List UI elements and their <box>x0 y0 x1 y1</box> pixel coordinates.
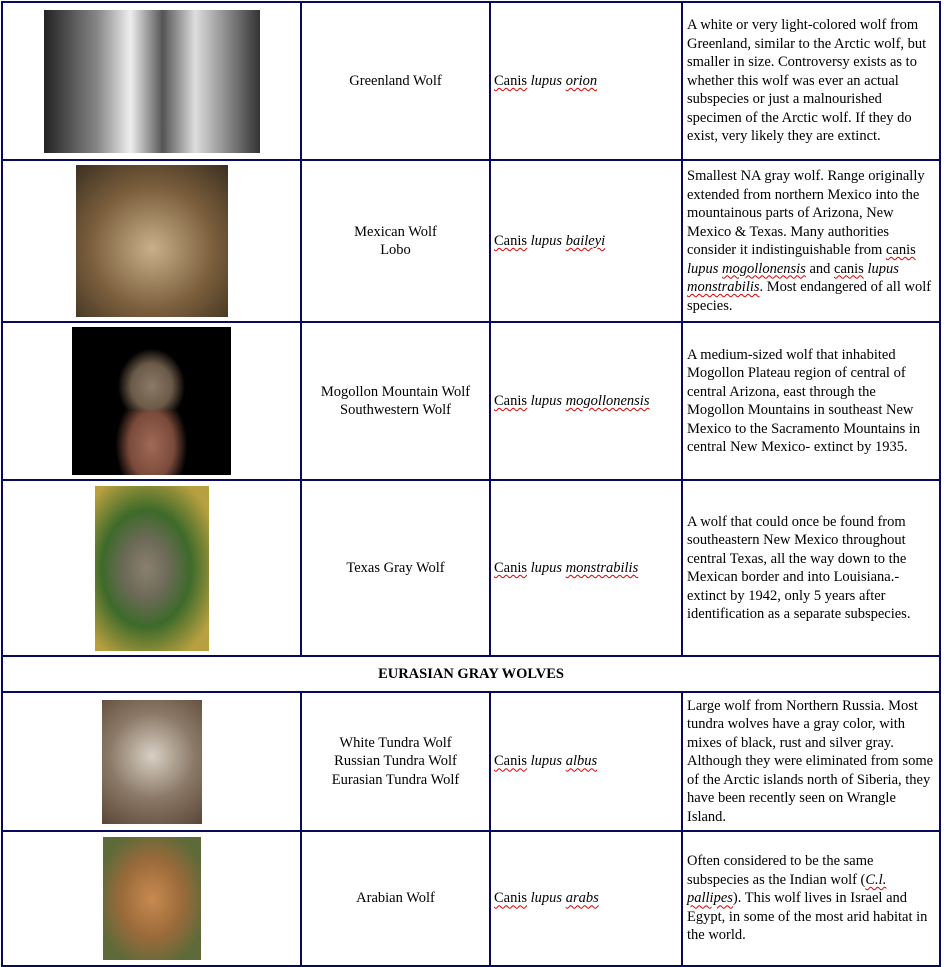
name-line: Arabian Wolf <box>356 890 435 907</box>
wolf-subspecies-table <box>1 1 941 967</box>
name-line: Texas Gray Wolf <box>346 559 445 576</box>
text-segment: lupus <box>530 753 563 770</box>
common-name <box>301 480 490 656</box>
description <box>682 322 940 480</box>
text-segment: arabs <box>565 890 599 907</box>
common-name <box>301 322 490 480</box>
name-line: Mexican Wolf <box>354 223 437 240</box>
scientific-name <box>490 322 682 480</box>
description <box>682 480 940 656</box>
text-segment: lupus <box>530 232 563 249</box>
text-segment: orion <box>565 72 598 89</box>
name-line: Lobo <box>380 242 411 258</box>
description <box>682 160 940 322</box>
table-row <box>2 2 940 160</box>
scientific-name <box>490 2 682 160</box>
text-segment: monstrabilis <box>565 559 639 576</box>
scientific-name <box>490 160 682 322</box>
text-segment: Canis <box>494 72 528 89</box>
text-segment: Large wolf from Northern Russia. Most tundra wolves have a gray color, with mixes of black, rust and silver gray. Although they were eliminated from some of the Arctic islands north of Siberia, they have been recently seen on Wrangle Island. <box>687 697 934 825</box>
text-segment: baileyi <box>565 232 606 249</box>
name-line: White Tundra Wolf <box>339 734 452 751</box>
common-name <box>301 831 490 966</box>
table-row <box>2 692 940 831</box>
text-segment: Canis <box>494 753 528 770</box>
text-segment: canis <box>834 260 864 277</box>
text-segment: lupus <box>530 559 563 576</box>
text-segment: Canis <box>494 559 528 576</box>
text-segment: lupus <box>530 890 563 907</box>
name-line: Russian Tundra Wolf <box>334 753 457 770</box>
text-segment: lupus <box>687 260 719 277</box>
text-segment: Canis <box>494 890 528 907</box>
text-segment: lupus <box>530 392 563 409</box>
common-name <box>301 160 490 322</box>
text-segment: A wolf that could once be found from southeastern New Mexico throughout central Texas, all the way down to the Mexican border and into Louisiana.- extinct by 1942, only 5 years after identification as a separate subspecies. <box>687 513 911 622</box>
section-header-row <box>2 656 940 692</box>
description <box>682 692 940 831</box>
tundra-wolf-photo <box>102 700 202 824</box>
text-segment: . Most endangered of all wolf species. <box>687 279 932 314</box>
text-segment: and <box>805 260 835 277</box>
table-row <box>2 322 940 480</box>
common-name <box>301 2 490 160</box>
mexican-wolf-photo <box>76 165 228 317</box>
table-row <box>2 480 940 656</box>
arabian-wolf-photo <box>103 837 201 960</box>
text-segment: Often considered to be the same subspecies as the Indian wolf ( <box>687 853 874 888</box>
section-header: EURASIAN GRAY WOLVES <box>2 656 940 692</box>
table-row <box>2 160 940 322</box>
scientific-name <box>490 480 682 656</box>
text-segment: Canis <box>494 232 528 249</box>
scientific-name <box>490 692 682 831</box>
text-segment: lupus <box>867 260 899 277</box>
name-line: Greenland Wolf <box>349 72 442 89</box>
scientific-name <box>490 831 682 966</box>
text-segment: ). This wolf lives in Israel and Egypt, in some of the most arid habitat in the world. <box>687 890 928 944</box>
description <box>682 2 940 160</box>
name-line: Southwestern Wolf <box>340 402 451 418</box>
text-segment: mogollonensis <box>565 392 650 409</box>
text-segment: albus <box>565 753 598 770</box>
name-line: Mogollon Mountain Wolf <box>320 383 471 400</box>
description <box>682 831 940 966</box>
text-segment: monstrabilis <box>687 279 760 295</box>
texas-wolf-photo <box>95 486 209 651</box>
text-segment: A white or very light-colored wolf from Greenland, similar to the Arctic wolf, but smaller in size. Controversy exists as to whether this wolf was ever an actual subspecies or just a malnourished specimen of the Arctic wolf. If they do exist, very likely they are extinct. <box>687 17 927 145</box>
text-segment: mogollonensis <box>722 260 806 277</box>
text-segment: A medium-sized wolf that inhabited Mogollon Plateau region of central of central Arizona, east through the Mogollon Mountains in southeast New Mexico to the Sacramento Mountains in central New Mexico- extinct by 1935. <box>687 346 921 455</box>
text-segment: Canis <box>494 392 528 409</box>
name-line: Eurasian Tundra Wolf <box>331 771 460 788</box>
greenland-wolf-photo <box>44 10 260 153</box>
text-segment: C.l. <box>865 871 887 888</box>
text-segment: pallipes <box>687 890 733 907</box>
mogollon-wolf-photo <box>72 327 231 475</box>
table-row <box>2 831 940 966</box>
common-name <box>301 692 490 831</box>
text-segment: canis <box>885 242 916 258</box>
text-segment: lupus <box>530 72 563 89</box>
text-segment: Smallest NA gray wolf. Range originally extended from northern Mexico into the mountainous parts of Arizona, New Mexico & Texas. Many authorities consider it indistinguishable from <box>687 168 925 258</box>
